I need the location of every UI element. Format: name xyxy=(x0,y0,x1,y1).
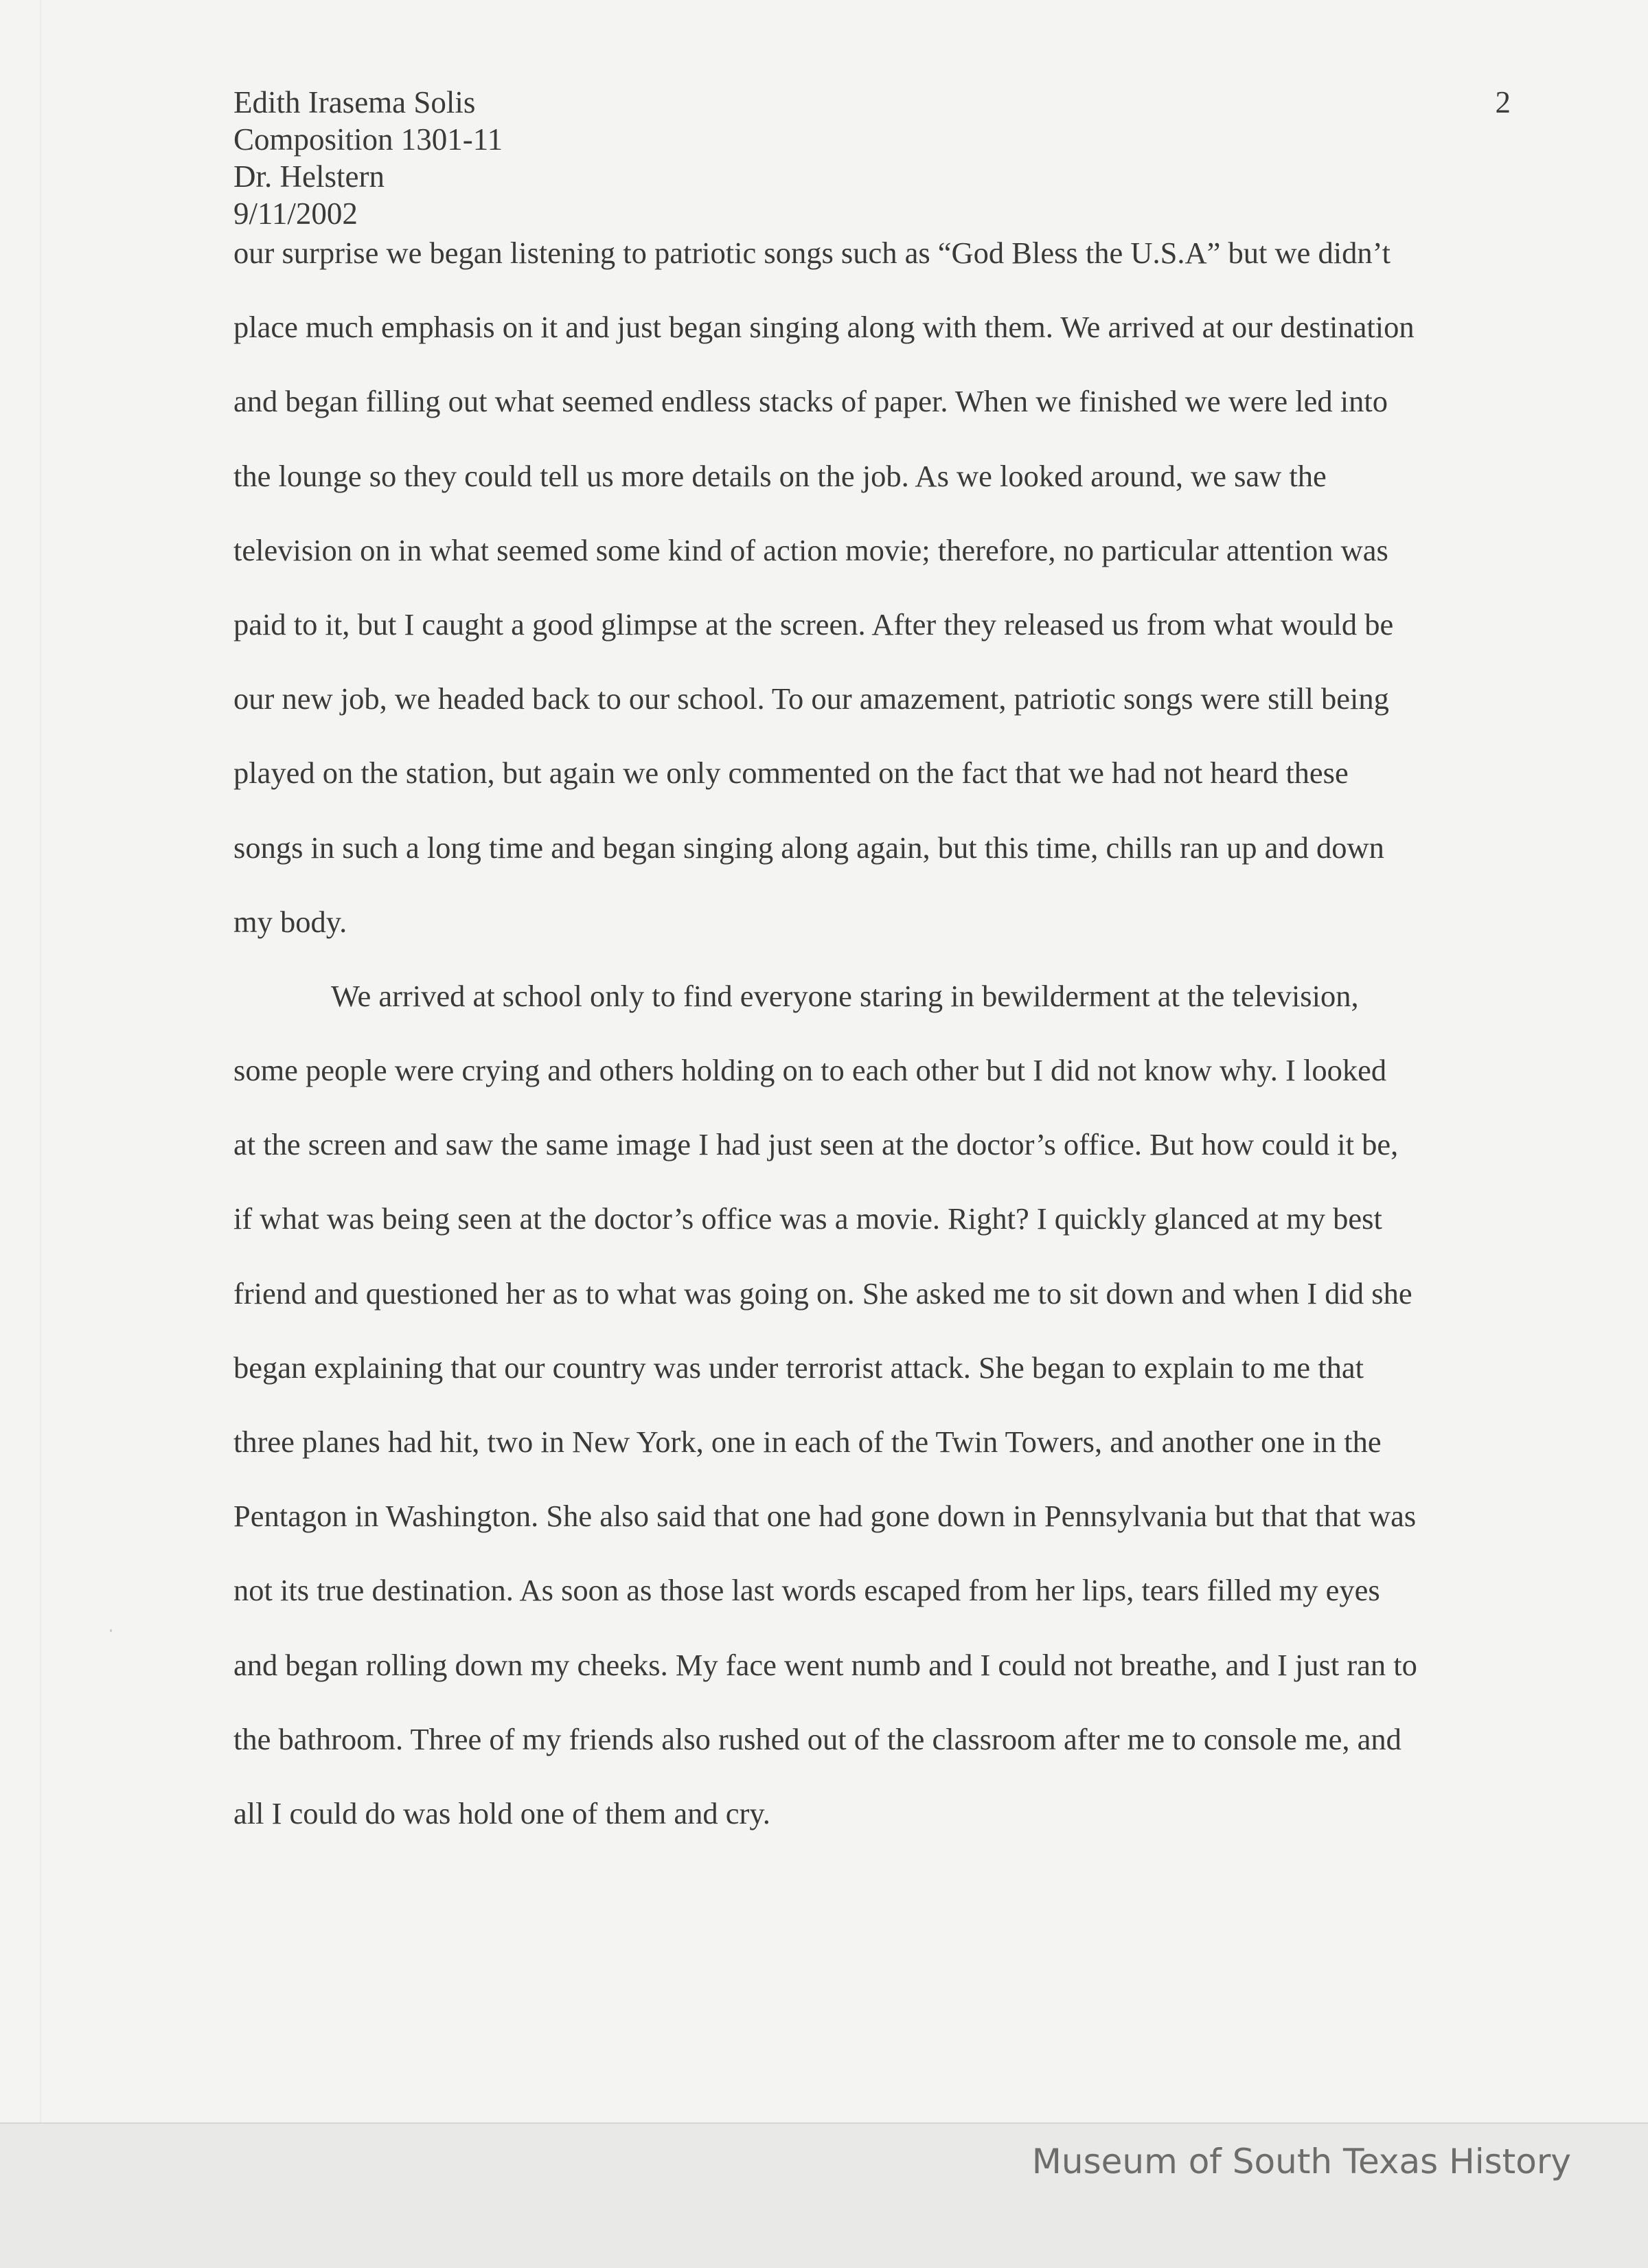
text-line: and began rolling down my cheeks. My face went numb and I could not breathe, and I just ran to xyxy=(233,1647,1417,1682)
text-line: the bathroom. Three of my friends also rushed out of the classroom after me to console me, and xyxy=(233,1721,1401,1756)
text-line: our surprise we began listening to patriotic songs such as “God Bless the U.S.A” but we didn’t xyxy=(233,236,1390,270)
essay-body xyxy=(233,232,1538,1867)
instructor-name: Dr. Helstern xyxy=(233,159,385,194)
text-line: my body. xyxy=(233,904,347,939)
text-line: not its true destination. As soon as those last words escaped from her lips, tears filled my eyes xyxy=(233,1573,1380,1608)
text-line: place much emphasis on it and just began singing along with them. We arrived at our destination xyxy=(233,310,1415,345)
text-line: friend and questioned her as to what was going on. She asked me to sit down and when I did she xyxy=(233,1275,1412,1311)
document-header xyxy=(233,84,503,232)
course-name: Composition 1301-11 xyxy=(233,122,503,157)
text-line: television on in what seemed some kind of action movie; therefore, no particular attention was xyxy=(233,532,1388,567)
page-number: 2 xyxy=(1495,85,1511,120)
text-line: played on the station, but again we only commented on the fact that we had not heard these xyxy=(233,756,1349,791)
text-line: Pentagon in Washington. She also said that one had gone down in Pennsylvania but that that was xyxy=(233,1499,1417,1534)
text-line: and began filling out what seemed endless stacks of paper. When we finished we were led into xyxy=(233,384,1388,419)
document-date: 9/11/2002 xyxy=(233,196,358,231)
text-line: if what was being seen at the doctor’s office was a movie. Right? I quickly glanced at my best xyxy=(233,1201,1382,1236)
text-line: our new job, we headed back to our school. To our amazement, patriotic songs were still being xyxy=(233,681,1389,716)
text-line: some people were crying and others holding on to each other but I did not know why. I looked xyxy=(233,1053,1387,1088)
author-name: Edith Irasema Solis xyxy=(233,85,476,120)
page-edge-shadow xyxy=(40,0,41,2122)
text-line: paid to it, but I caught a good glimpse at the screen. After they released us from what would be xyxy=(233,606,1394,642)
museum-watermark: Museum of South Texas History xyxy=(1031,2142,1571,2181)
text-line: We arrived at school only to find everyone staring in bewilderment at the television, xyxy=(331,978,1359,1013)
text-line: all I could do was hold one of them and cry. xyxy=(233,1795,770,1830)
text-line: began explaining that our country was under terrorist attack. She began to explain to me that xyxy=(233,1350,1364,1385)
scan-speck xyxy=(110,1629,112,1632)
text-line: songs in such a long time and began singing along again, but this time, chills ran up and down xyxy=(233,830,1384,865)
text-line: the lounge so they could tell us more details on the job. As we looked around, we saw the xyxy=(233,458,1327,493)
text-line: three planes had hit, two in New York, one in each of the Twin Towers, and another one in the xyxy=(233,1425,1382,1459)
text-line: at the screen and saw the same image I had just seen at the doctor’s office. But how could it be, xyxy=(233,1127,1399,1162)
